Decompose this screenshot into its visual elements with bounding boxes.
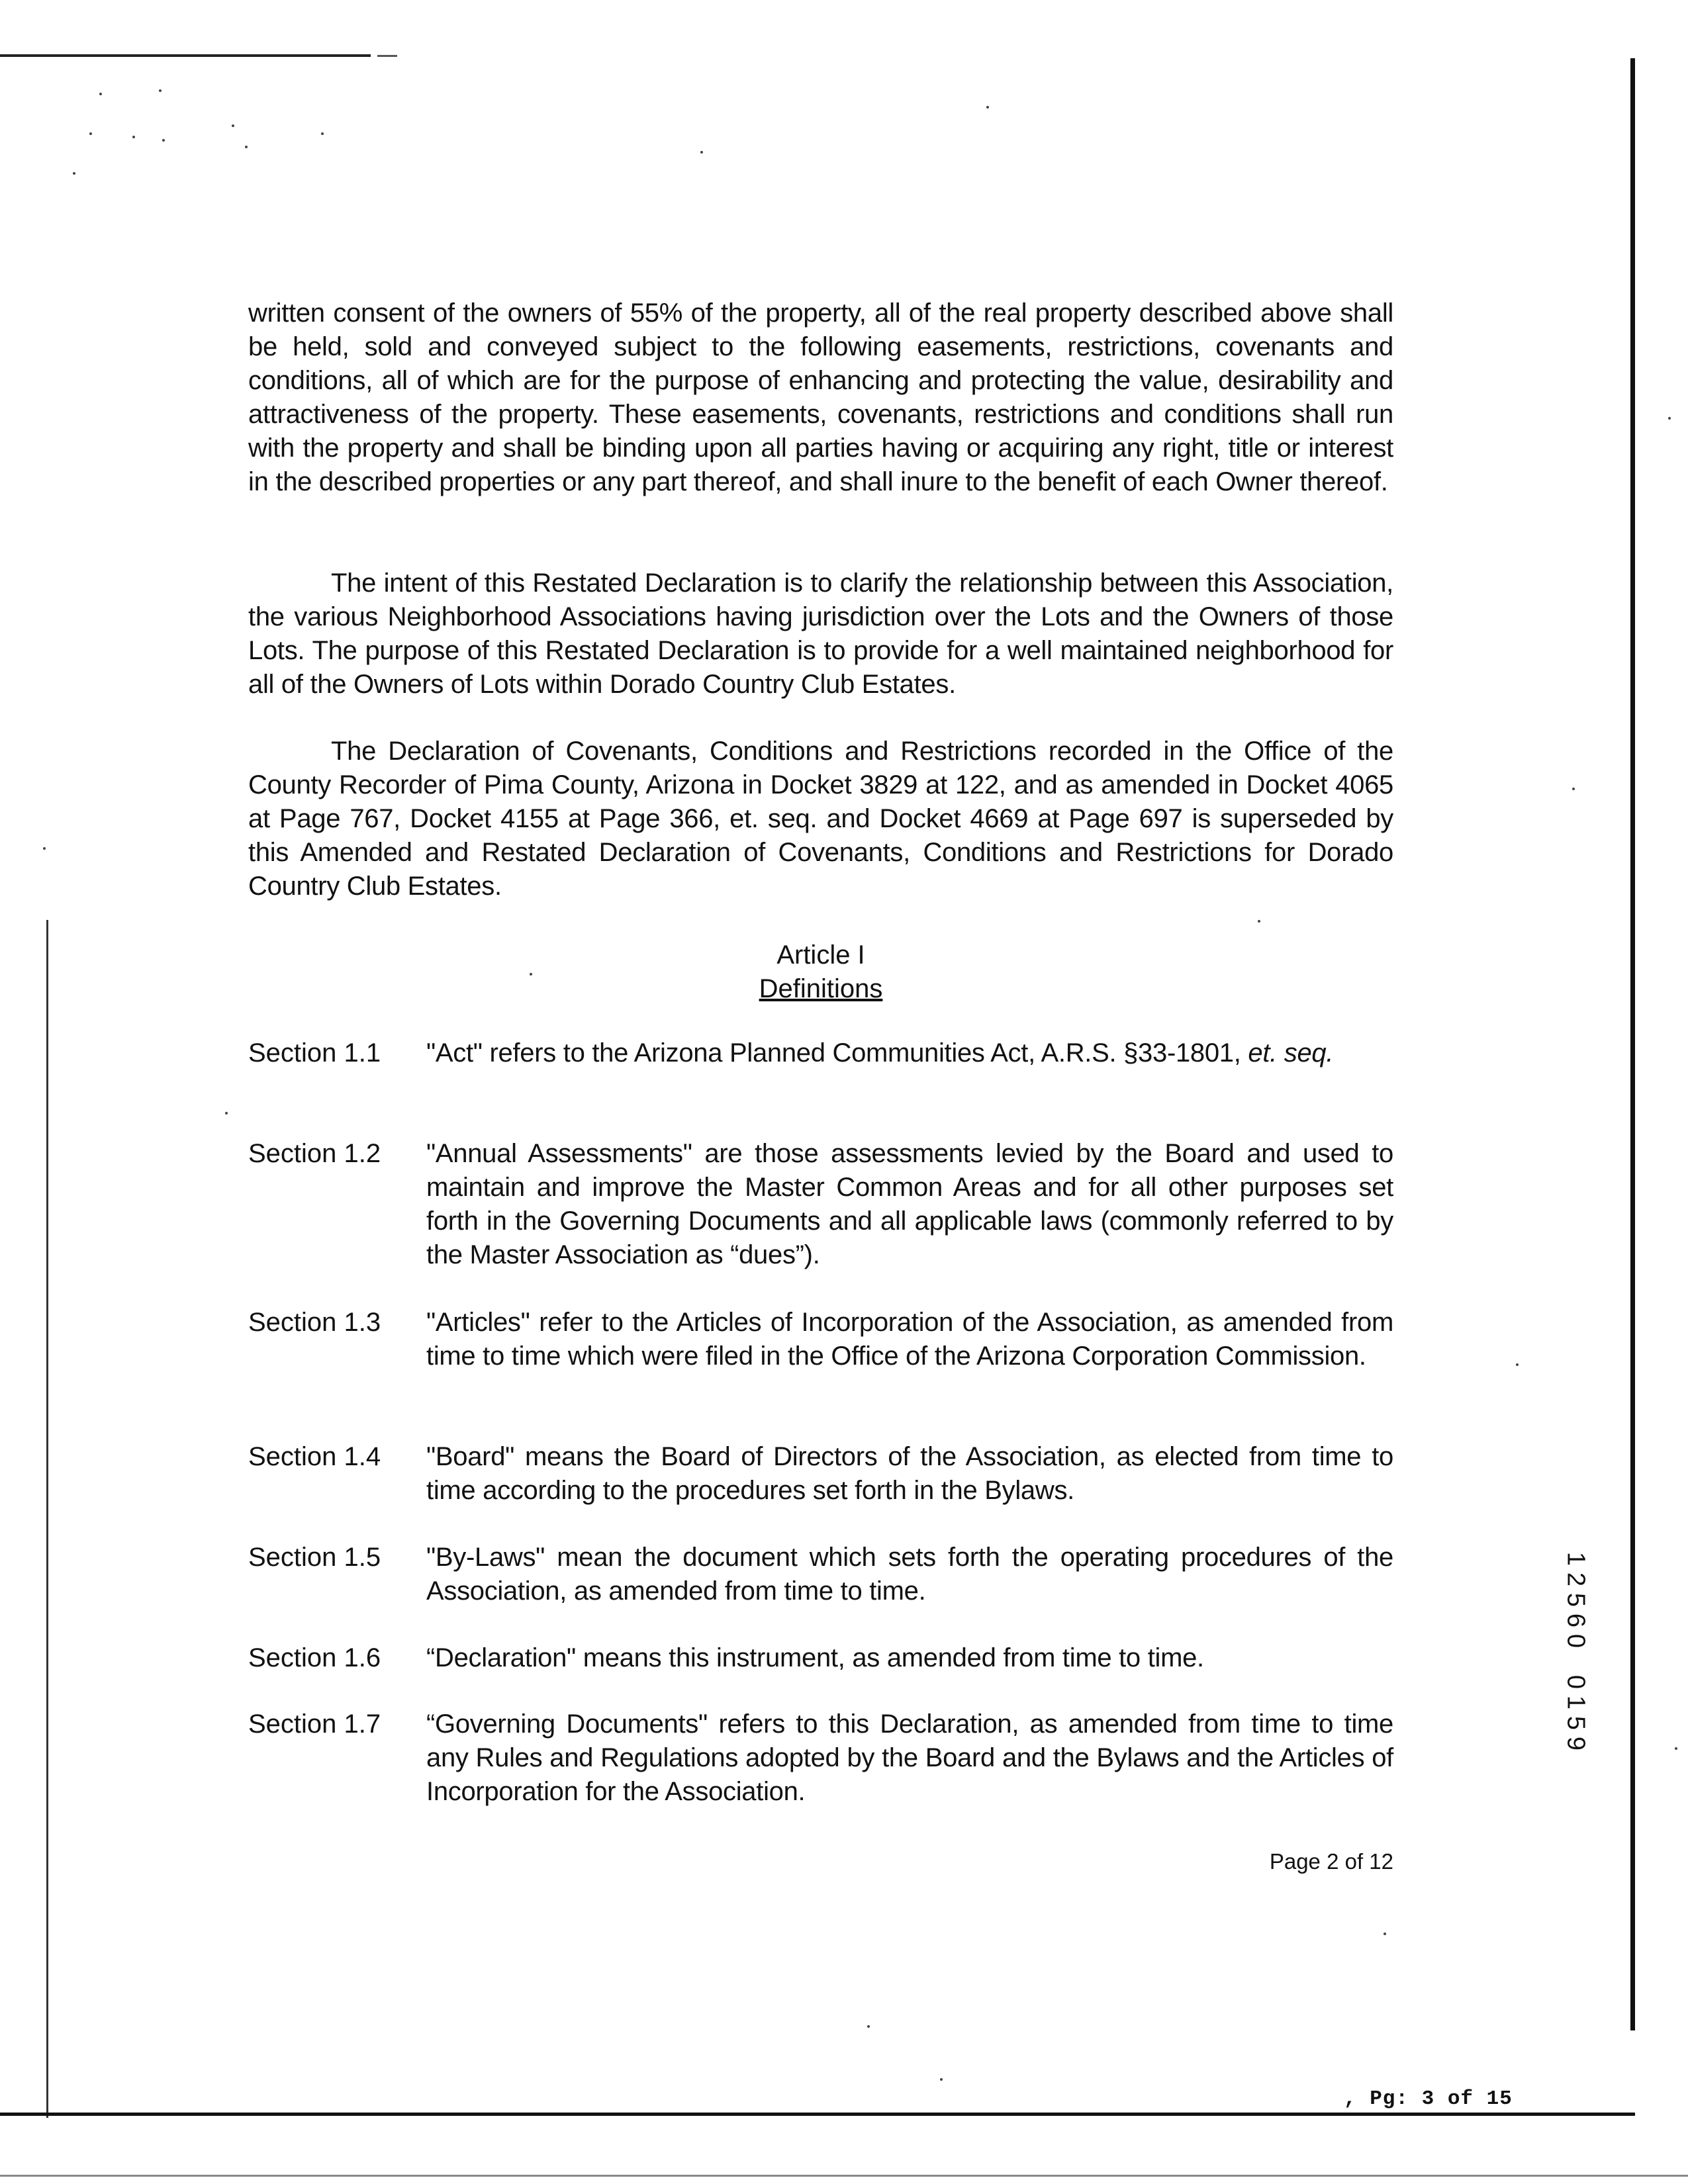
docket-digit: 1	[1562, 1551, 1590, 1567]
scan-top-rule-fragment	[377, 55, 397, 57]
scan-speck	[321, 132, 324, 135]
docket-digit: 1	[1562, 1695, 1590, 1710]
section-text: "Articles" refer to the Articles of Incorporation of the Association, as amended from time to time which were filed in the Office of the Arizona Corporation Commission.	[426, 1308, 1393, 1371]
scan-left-edge-rule	[46, 920, 48, 2118]
scan-speck	[1383, 1933, 1386, 1935]
scan-speck	[132, 136, 135, 138]
scan-right-edge-rule	[1630, 58, 1635, 2030]
docket-digit: 0	[1562, 1674, 1590, 1690]
scan-speck	[1675, 1747, 1677, 1750]
scan-top-rule	[0, 54, 371, 57]
section-label: Section 1.4	[248, 1442, 381, 1471]
scan-speck	[232, 124, 234, 127]
section-1-3	[248, 1306, 1393, 1373]
section-text	[426, 1036, 1393, 1070]
paragraph-supersede: The Declaration of Covenants, Conditions and Restrictions recorded in the Office of the County Recorder of Pima County, Arizona in Docket 3829 at 122, and as amended in Docket 4065 at Page 767, Docket 4155 at Page 366, et. seq. and Docket 4669 at Page 697 is superseded by this Amended and Restated Declaration of Covenants, Conditions and Restrictions for Dorado Country Club Estates.	[248, 737, 1393, 901]
scan-speck	[43, 847, 46, 850]
paragraph-consent: written consent of the owners of 55% of the property, all of the real property described above shall be held, sold and conveyed subject to the following easements, restrictions, covenants and conditions, all of which are for the purpose of enhancing and protecting the value, desirability and attractiveness of the property. These easements, covenants, restrictions and conditions shall run with the property and shall be binding upon all parties having or acquiring any right, title or interest in the described properties or any part thereof, and shall inure to the benefit of each Owner thereof.	[248, 298, 1393, 496]
section-label: Section 1.1	[248, 1038, 381, 1068]
page-number: Page 2 of 12	[1269, 1849, 1393, 1874]
section-label: Section 1.3	[248, 1308, 381, 1337]
docket-digit: 9	[1562, 1736, 1590, 1751]
section-text: "Annual Assessments" are those assessments levied by the Board and used to maintain and improve the Master Common Areas and for all other purposes set forth in the Governing Documents and all applicable laws (commonly referred to by the Master Association as “dues”).	[426, 1139, 1393, 1269]
scan-speck	[73, 172, 75, 175]
recorder-page-stamp: , Pg: 3 of 15	[1344, 2087, 1513, 2111]
scan-bottom-rule	[0, 2113, 1635, 2116]
section-label: Section 1.5	[248, 1543, 381, 1572]
scan-speck	[159, 89, 162, 92]
article-subtitle: Definitions	[759, 974, 883, 1003]
section-1-4	[248, 1440, 1393, 1508]
scan-speck	[700, 151, 703, 154]
section-1-1	[248, 1036, 1393, 1070]
scan-speck	[986, 106, 989, 109]
section-text-italic: et. seq.	[1248, 1038, 1334, 1068]
scan-speck	[245, 146, 248, 148]
section-text: "By-Laws" mean the document which sets forth the operating procedures of the Association, as amended from time to time.	[426, 1543, 1393, 1606]
scan-speck	[940, 2078, 943, 2081]
scan-speck	[1668, 417, 1671, 420]
scan-bottom-edge	[0, 2175, 1688, 2177]
docket-digit: 2	[1562, 1572, 1590, 1587]
scan-speck	[225, 1112, 228, 1115]
section-text: “Governing Documents" refers to this Declaration, as amended from time to time any Rules and Regulations adopted by the Board and the Bylaws and the Articles of Incorporation for the Association.	[426, 1709, 1393, 1806]
article-heading	[248, 938, 1393, 1006]
section-1-6	[248, 1641, 1393, 1675]
paragraph-intent: The intent of this Restated Declaration is to clarify the relationship between this Association, the various Neighborhood Associations having jurisdiction over the Lots and the Owners of those Lots. The purpose of this Restated Declaration is to provide for a well maintained neighborhood for all of the Owners of Lots within Dorado Country Club Estates.	[248, 569, 1393, 699]
section-text: “Declaration" means this instrument, as amended from time to time.	[426, 1643, 1204, 1672]
docket-number-vertical	[1556, 1549, 1595, 1754]
section-label: Section 1.6	[248, 1643, 381, 1672]
scan-speck	[89, 132, 92, 135]
article-title: Article I	[776, 940, 865, 970]
scan-speck	[1572, 788, 1575, 790]
scan-speck	[99, 93, 102, 95]
docket-digit: 0	[1562, 1633, 1590, 1649]
section-1-2	[248, 1137, 1393, 1272]
scan-speck	[162, 139, 165, 142]
section-label: Section 1.7	[248, 1709, 381, 1739]
section-1-5	[248, 1541, 1393, 1608]
section-label: Section 1.2	[248, 1139, 381, 1168]
scan-speck	[1258, 920, 1260, 923]
docket-digit: 6	[1562, 1613, 1590, 1628]
section-text-body: "Act" refers to the Arizona Planned Communities Act, A.R.S. §33-1801,	[426, 1038, 1248, 1068]
docket-digit: 5	[1562, 1592, 1590, 1608]
scan-speck	[867, 2025, 870, 2028]
docket-digit: 5	[1562, 1715, 1590, 1731]
section-text: "Board" means the Board of Directors of the Association, as elected from time to time according to the procedures set forth in the Bylaws.	[426, 1442, 1393, 1505]
scan-speck	[1516, 1363, 1519, 1366]
section-1-7	[248, 1707, 1393, 1809]
